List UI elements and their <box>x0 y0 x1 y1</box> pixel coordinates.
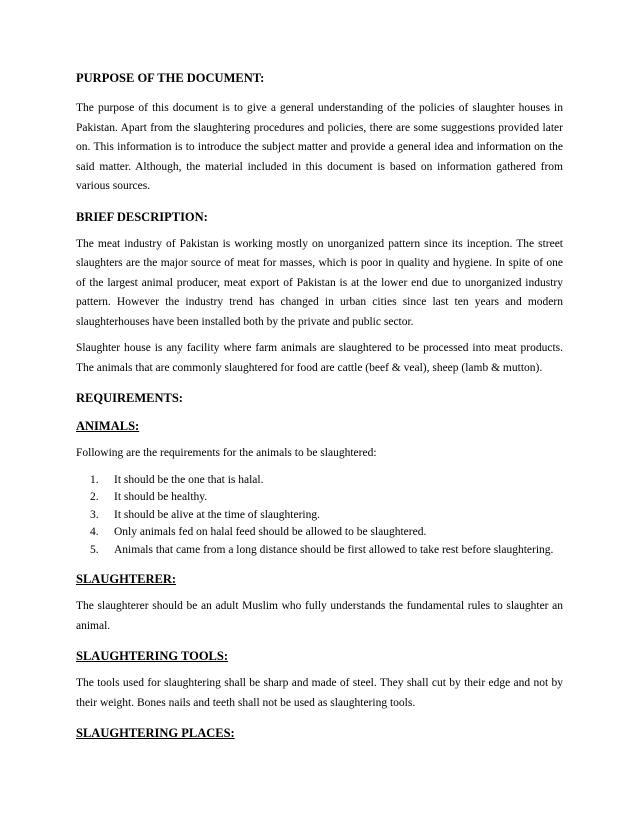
list-item: 5. Animals that came from a long distance should be first allowed to take rest before slaughtering. <box>90 543 554 556</box>
list-item: 1. It should be the one that is halal. <box>90 473 264 486</box>
list-item: 3. It should be alive at the time of slaughtering. <box>90 508 320 521</box>
requirements-heading: REQUIREMENTS: <box>76 391 183 405</box>
brief-description-heading: BRIEF DESCRIPTION: <box>76 209 208 224</box>
slaughtering-tools-paragraph: The tools used for slaughtering shall be sharp and made of steel. They shall cut by their edge and not by their weight. Bones nails and teeth shall not be used as slaughtering tools. <box>76 677 563 709</box>
slaughterer-heading: SLAUGHTERER: <box>76 572 177 586</box>
purpose-heading: PURPOSE OF THE DOCUMENT: <box>76 71 265 85</box>
list-item: 4. Only animals fed on halal feed should be allowed to be slaughtered. <box>90 526 427 538</box>
slaughterer-paragraph: The slaughterer should be an adult Muslim who fully understands the fundamental rules to slaughter an animal. <box>76 600 563 632</box>
slaughtering-tools-heading: SLAUGHTERING TOOLS: <box>76 649 229 663</box>
animals-intro: Following are the requirements for the animals to be slaughtered: <box>76 447 377 459</box>
slaughtering-places-heading: SLAUGHTERING PLACES: <box>76 726 235 740</box>
purpose-paragraph: The purpose of this document is to give a general understanding of the policies of slaughter houses in Pakistan. Apart from the slaughtering procedures and policies, there are some suggestions provided later on. This information is to introduce the subject matter and provide a general idea and information on the said matter. Although, the material included in this document is based on information gathered from various sources. <box>76 102 563 192</box>
animals-heading: ANIMALS: <box>76 419 140 433</box>
brief-paragraph-2: Slaughter house is any facility where farm animals are slaughtered to be processed into meat products. The animals that are commonly slaughtered for food are cattle (beef & veal), sheep (lamb & mutton). <box>76 342 563 374</box>
document-body <box>76 70 563 741</box>
animal-requirements-list <box>76 472 563 560</box>
brief-paragraph-1: The meat industry of Pakistan is working mostly on unorganized pattern since its inception. The street slaughters are the major source of meat for masses, which is poor in quality and hygiene. In spite of one of the largest animal producer, meat export of Pakistan is at the lower end due to unorganized industry pattern. However the industry trend has changed in urban cities since last ten years and modern slaughterhouses have been installed both by the private and public sector. <box>76 237 563 328</box>
list-item: 2. It should be healthy. <box>90 491 208 503</box>
